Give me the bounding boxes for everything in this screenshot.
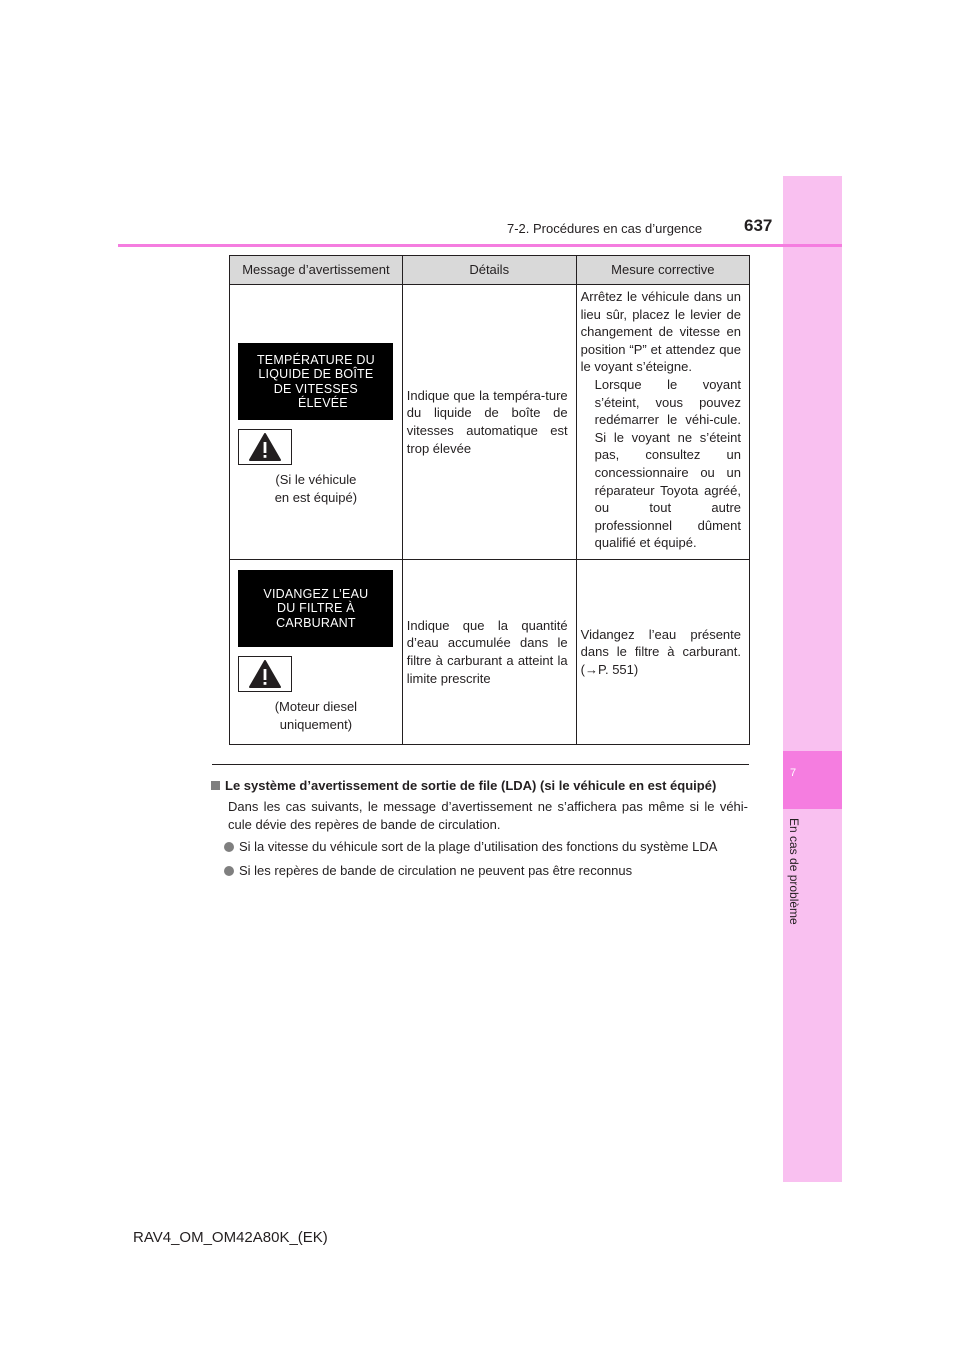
- table-header-row: [230, 256, 750, 285]
- screen-line: VIDANGEZ L’EAU: [263, 586, 369, 601]
- action-cell: [576, 285, 749, 560]
- message-cell: [230, 560, 403, 745]
- screen-line: CARBURANT: [276, 615, 356, 630]
- display-screen-image: [238, 343, 393, 420]
- screen-line: TEMPÉRATURE DU: [256, 352, 375, 367]
- column-header: Message d’avertissement: [230, 256, 403, 285]
- bullet-dot-icon: [224, 842, 234, 852]
- note-text: Dans les cas suivants, le message d’avertissement ne s’affichera pas même si le véhi-cule dévie des repères de bande de circulation.: [228, 799, 748, 832]
- table-row: [230, 560, 750, 745]
- table-row: [230, 285, 750, 560]
- condition-note: (Si le véhicule en est équipé): [274, 472, 358, 505]
- screen-line: DE VITESSES: [273, 381, 358, 396]
- list-item: [224, 862, 754, 880]
- chapter-sidebar: [783, 176, 842, 1182]
- list-item-text: Si la vitesse du véhicule sort de la plage d’utilisation des fonctions du système LDA: [239, 839, 718, 854]
- warning-triangle-icon: [238, 656, 292, 692]
- warning-message-table: [229, 255, 750, 745]
- screen-line: ÉLEVÉE: [297, 396, 348, 410]
- screen-line: DU FILTRE À: [277, 601, 355, 616]
- list-item-text: Si les repères de bande de circulation ne peuvent pas être reconnus: [239, 863, 633, 878]
- bullet-dot-icon: [224, 866, 234, 876]
- details-cell: Indique que la quantité d’eau accumulée dans le filtre à carburant a atteint la limite prescrite: [402, 560, 576, 745]
- condition-note: (Moteur diesel uniquement): [274, 699, 358, 732]
- column-header: Mesure corrective: [576, 256, 749, 285]
- page-number: 637: [744, 216, 773, 235]
- action-text: Arrêtez le véhicule dans un lieu sûr, placez le levier de changement de vitesse en position “P” et attendez que le voyant s’éteigne.: [580, 289, 741, 375]
- display-screen-image: [238, 570, 393, 647]
- list-item: [224, 838, 754, 856]
- section-divider: [212, 764, 749, 765]
- action-cell: [576, 560, 749, 745]
- screen-line: LIQUIDE DE BOÎTE: [258, 367, 374, 381]
- action-subtext: Lorsque le voyant s’éteint, vous pouvez redémarrer le véhi-cule. Si le voyant ne s’éteint pas, consultez un concessionnaire ou un réparateur Toyota agréé, ou tout autre professionnel dûment qualifié et équipé.: [594, 376, 741, 551]
- warning-triangle-icon: [238, 429, 292, 465]
- chapter-title: En cas de problème: [787, 818, 801, 925]
- details-cell: Indique que la tempéra-ture du liquide de boîte de vitesses automatique est trop élevée: [402, 285, 576, 560]
- chapter-tab: [783, 751, 842, 809]
- note-heading-text: Le système d’avertissement de sortie de file (LDA) (si le véhicule en est équipé): [225, 778, 717, 793]
- note-heading: [211, 777, 751, 795]
- section-title: 7-2. Procédures en cas d’urgence: [507, 221, 703, 236]
- chapter-number: 7: [789, 767, 797, 779]
- header-rule: [118, 244, 842, 247]
- column-header: Détails: [402, 256, 576, 285]
- document-code: RAV4_OM_OM42A80K_(EK): [133, 1229, 328, 1246]
- message-cell: [230, 285, 403, 560]
- square-bullet-icon: [211, 781, 220, 790]
- action-text: Vidangez l’eau présente dans le filtre à carburant. (→P. 551): [580, 626, 741, 677]
